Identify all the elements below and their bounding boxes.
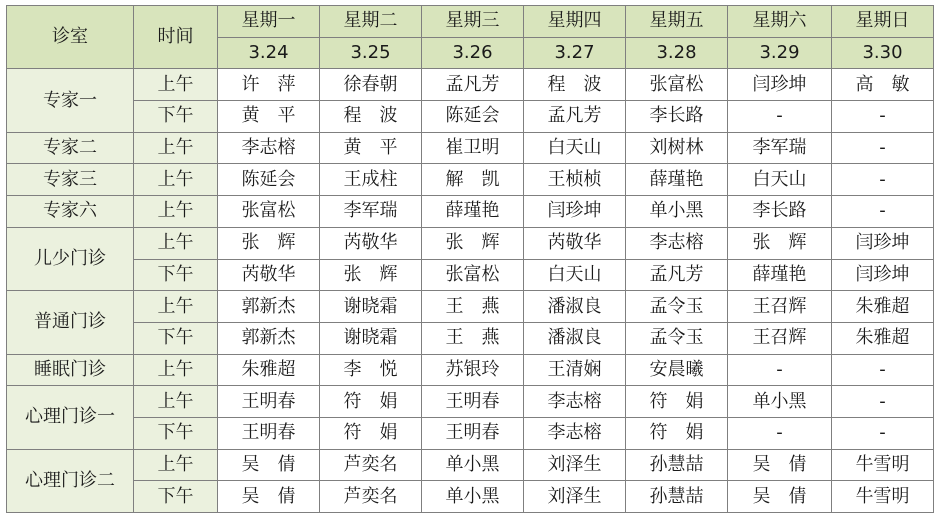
doctor-cell: 王成柱	[320, 164, 422, 196]
doctor-cell: 张 辉	[320, 259, 422, 291]
doctor-cell: -	[832, 132, 934, 164]
doctor-cell: 王桢桢	[524, 164, 626, 196]
doctor-cell: 李志榕	[524, 386, 626, 418]
doctor-cell: 王 燕	[422, 322, 524, 354]
date-header: 3.24	[218, 37, 320, 69]
date-header: 3.25	[320, 37, 422, 69]
time-period-cell: 上午	[134, 354, 218, 386]
doctor-cell: 刘泽生	[524, 481, 626, 513]
clinic-room-cell: 专家三	[7, 164, 134, 196]
doctor-cell: 白天山	[728, 164, 832, 196]
time-period-cell: 上午	[134, 386, 218, 418]
doctor-cell: 郭新杰	[218, 291, 320, 323]
time-period-cell: 上午	[134, 227, 218, 259]
time-period-cell: 下午	[134, 417, 218, 449]
time-period-cell: 下午	[134, 259, 218, 291]
doctor-cell: 闫珍坤	[832, 227, 934, 259]
doctor-cell: 符 娟	[320, 386, 422, 418]
doctor-cell: 王召辉	[728, 322, 832, 354]
doctor-cell: 孟凡芳	[524, 101, 626, 133]
table-row	[7, 196, 934, 228]
table-row	[7, 164, 934, 196]
doctor-cell: -	[832, 417, 934, 449]
doctor-cell: 许 萍	[218, 69, 320, 101]
clinic-room-cell: 睡眠门诊	[7, 354, 134, 386]
doctor-cell: 解 凯	[422, 164, 524, 196]
doctor-cell: 郭新杰	[218, 322, 320, 354]
doctor-cell: 安晨曦	[626, 354, 728, 386]
clinic-room-cell: 心理门诊二	[7, 449, 134, 512]
time-period-cell: 下午	[134, 322, 218, 354]
doctor-cell: -	[728, 417, 832, 449]
doctor-cell: -	[832, 196, 934, 228]
clinic-room-cell: 专家六	[7, 196, 134, 228]
clinic-room-cell: 专家二	[7, 132, 134, 164]
date-header: 3.26	[422, 37, 524, 69]
time-period-cell: 下午	[134, 481, 218, 513]
table-row	[7, 417, 934, 449]
doctor-cell: 朱雅超	[218, 354, 320, 386]
doctor-cell: 潘淑良	[524, 291, 626, 323]
doctor-cell: 李军瑞	[728, 132, 832, 164]
doctor-cell: 符 娟	[626, 386, 728, 418]
doctor-cell: 黄 平	[320, 132, 422, 164]
weekday-header: 星期三	[422, 6, 524, 38]
doctor-cell: 李志榕	[524, 417, 626, 449]
doctor-cell: 单小黑	[728, 386, 832, 418]
date-header: 3.30	[832, 37, 934, 69]
doctor-cell: 吴 倩	[218, 449, 320, 481]
table-row	[7, 449, 934, 481]
weekday-header: 星期二	[320, 6, 422, 38]
doctor-cell: 吴 倩	[218, 481, 320, 513]
doctor-cell: 陈延会	[218, 164, 320, 196]
clinic-room-cell: 专家一	[7, 69, 134, 132]
weekday-header: 星期四	[524, 6, 626, 38]
doctor-cell: 朱雅超	[832, 322, 934, 354]
doctor-cell: 薛瑾艳	[728, 259, 832, 291]
schedule-table	[6, 5, 934, 513]
doctor-cell: 张 辉	[218, 227, 320, 259]
clinic-room-cell: 儿少门诊	[7, 227, 134, 290]
doctor-cell: 芮敬华	[218, 259, 320, 291]
doctor-cell: 李志榕	[218, 132, 320, 164]
table-row	[7, 386, 934, 418]
doctor-cell: 潘淑良	[524, 322, 626, 354]
doctor-cell: 黄 平	[218, 101, 320, 133]
doctor-cell: 谢晓霜	[320, 291, 422, 323]
doctor-cell: 陈延会	[422, 101, 524, 133]
time-column-header: 时间	[134, 6, 218, 69]
doctor-cell: 张富松	[218, 196, 320, 228]
table-row	[7, 259, 934, 291]
doctor-cell: 李志榕	[626, 227, 728, 259]
clinic-room-cell: 心理门诊一	[7, 386, 134, 449]
doctor-cell: -	[728, 101, 832, 133]
doctor-cell: 孟凡芳	[626, 259, 728, 291]
doctor-cell: 符 娟	[320, 417, 422, 449]
doctor-cell: 闫珍坤	[832, 259, 934, 291]
doctor-cell: 徐春朝	[320, 69, 422, 101]
table-row	[7, 101, 934, 133]
doctor-cell: -	[728, 354, 832, 386]
doctor-cell: 王明春	[422, 386, 524, 418]
doctor-cell: 芦奕名	[320, 481, 422, 513]
schedule-header	[7, 6, 934, 69]
table-row	[7, 227, 934, 259]
doctor-cell: 程 波	[320, 101, 422, 133]
doctor-cell: 刘树林	[626, 132, 728, 164]
doctor-cell: 单小黑	[422, 481, 524, 513]
date-header: 3.27	[524, 37, 626, 69]
doctor-cell: 王明春	[218, 417, 320, 449]
time-period-cell: 上午	[134, 196, 218, 228]
time-period-cell: 上午	[134, 291, 218, 323]
doctor-cell: 牛雪明	[832, 449, 934, 481]
weekday-header: 星期六	[728, 6, 832, 38]
time-period-cell: 下午	[134, 101, 218, 133]
clinic-room-cell: 普通门诊	[7, 291, 134, 354]
header-row-weekday	[7, 6, 934, 38]
room-column-header: 诊室	[7, 6, 134, 69]
time-period-cell: 上午	[134, 132, 218, 164]
doctor-cell: 李长路	[728, 196, 832, 228]
doctor-cell: 闫珍坤	[728, 69, 832, 101]
date-header: 3.29	[728, 37, 832, 69]
doctor-cell: 单小黑	[422, 449, 524, 481]
doctor-cell: 吴 倩	[728, 449, 832, 481]
time-period-cell: 上午	[134, 69, 218, 101]
weekday-header: 星期一	[218, 6, 320, 38]
doctor-cell: 朱雅超	[832, 291, 934, 323]
doctor-cell: 李 悦	[320, 354, 422, 386]
doctor-cell: 张富松	[422, 259, 524, 291]
time-period-cell: 上午	[134, 164, 218, 196]
doctor-cell: 芮敬华	[524, 227, 626, 259]
doctor-cell: -	[832, 164, 934, 196]
doctor-cell: 芮敬华	[320, 227, 422, 259]
doctor-cell: 李军瑞	[320, 196, 422, 228]
doctor-cell: 王 燕	[422, 291, 524, 323]
doctor-cell: 张 辉	[422, 227, 524, 259]
doctor-cell: 牛雪明	[832, 481, 934, 513]
table-row	[7, 132, 934, 164]
doctor-cell: 谢晓霜	[320, 322, 422, 354]
doctor-cell: 闫珍坤	[524, 196, 626, 228]
doctor-cell: 单小黑	[626, 196, 728, 228]
weekday-header: 星期五	[626, 6, 728, 38]
doctor-cell: 高 敏	[832, 69, 934, 101]
doctor-cell: 孙慧喆	[626, 481, 728, 513]
table-row	[7, 322, 934, 354]
doctor-cell: 薛瑾艳	[626, 164, 728, 196]
doctor-cell: 张富松	[626, 69, 728, 101]
doctor-cell: 程 波	[524, 69, 626, 101]
table-row	[7, 481, 934, 513]
doctor-cell: 王清娴	[524, 354, 626, 386]
doctor-cell: 苏银玲	[422, 354, 524, 386]
doctor-cell: 王明春	[422, 417, 524, 449]
weekday-header: 星期日	[832, 6, 934, 38]
doctor-cell: 李长路	[626, 101, 728, 133]
date-header: 3.28	[626, 37, 728, 69]
doctor-cell: 吴 倩	[728, 481, 832, 513]
doctor-cell: 刘泽生	[524, 449, 626, 481]
doctor-cell: 白天山	[524, 132, 626, 164]
doctor-cell: 白天山	[524, 259, 626, 291]
doctor-cell: 崔卫明	[422, 132, 524, 164]
doctor-cell: 孟凡芳	[422, 69, 524, 101]
schedule-body	[7, 69, 934, 513]
doctor-cell: 孟令玉	[626, 291, 728, 323]
doctor-cell: 孙慧喆	[626, 449, 728, 481]
doctor-cell: 符 娟	[626, 417, 728, 449]
doctor-cell: 王明春	[218, 386, 320, 418]
doctor-cell: 薛瑾艳	[422, 196, 524, 228]
table-row	[7, 291, 934, 323]
table-row	[7, 354, 934, 386]
doctor-cell: 张 辉	[728, 227, 832, 259]
doctor-cell: 王召辉	[728, 291, 832, 323]
doctor-cell: -	[832, 354, 934, 386]
doctor-cell: -	[832, 386, 934, 418]
doctor-cell: 孟令玉	[626, 322, 728, 354]
doctor-cell: 芦奕名	[320, 449, 422, 481]
time-period-cell: 上午	[134, 449, 218, 481]
table-row	[7, 69, 934, 101]
doctor-cell: -	[832, 101, 934, 133]
